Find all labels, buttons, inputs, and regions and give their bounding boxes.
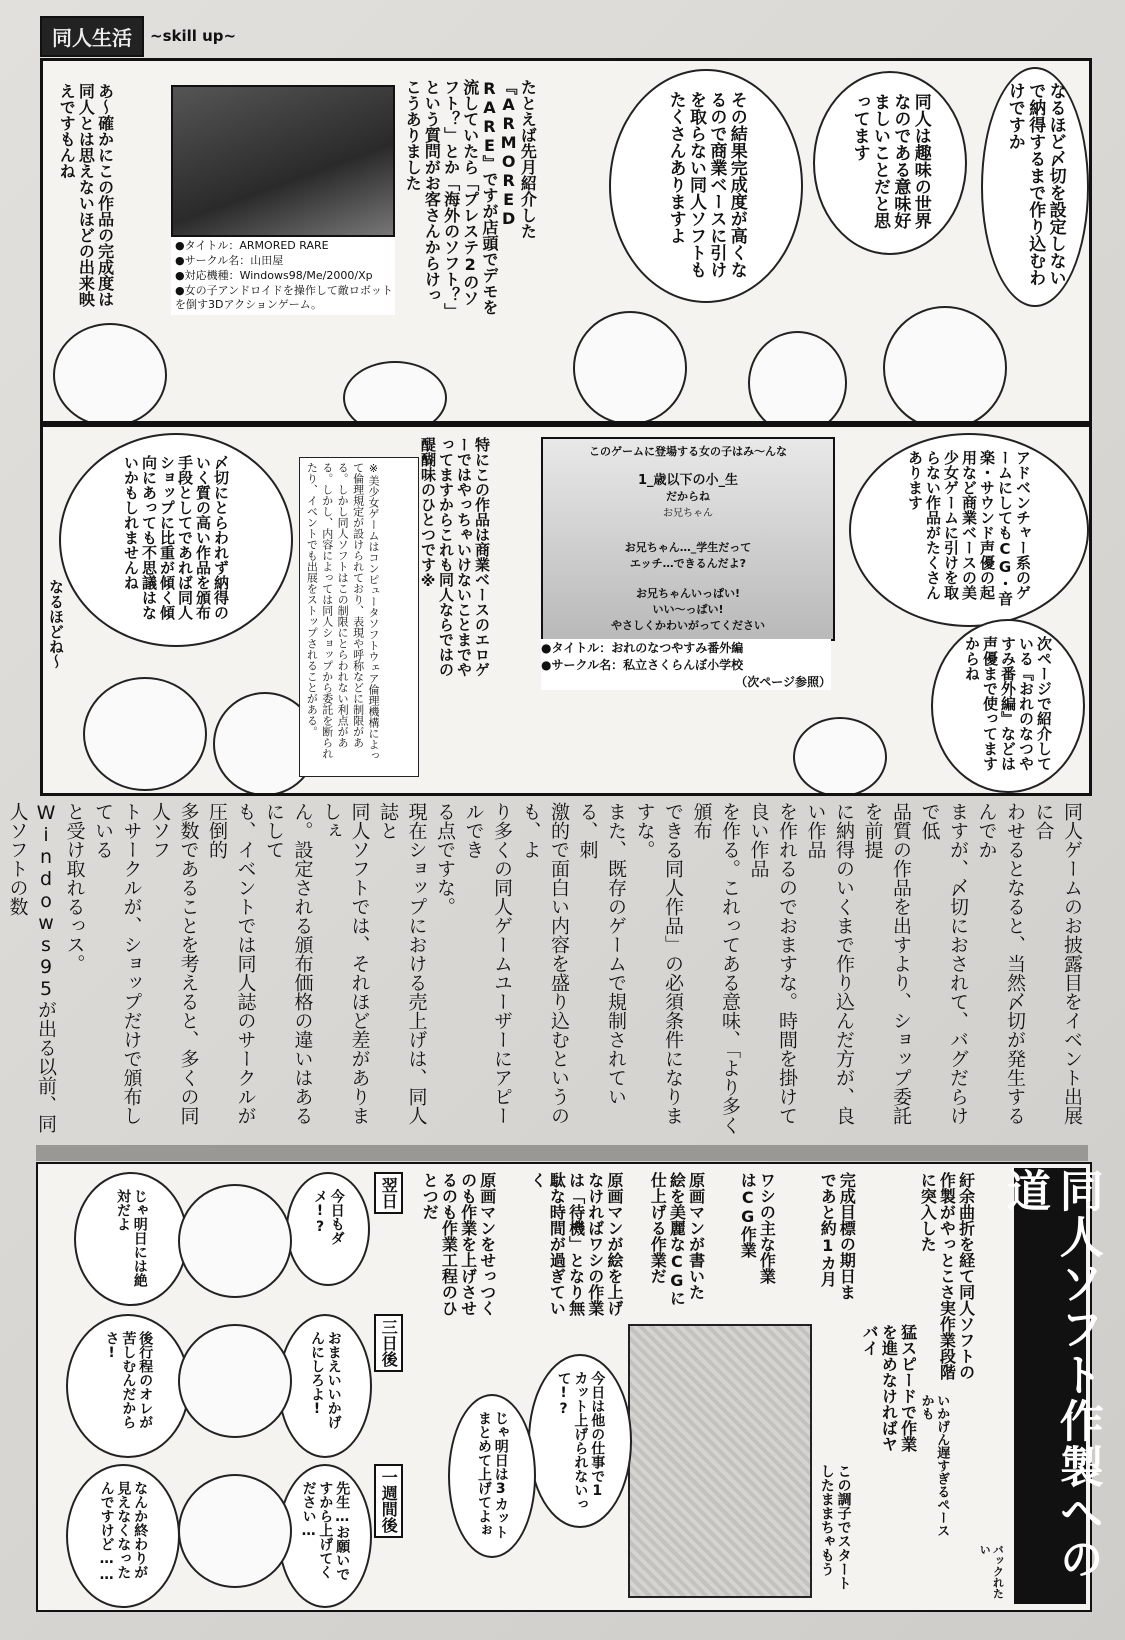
strip-text-6: 原画マンが絵を上げなければワシの作業は「待機」となり無駄な時間が過ぎていく [528,1172,624,1316]
strip-text-block-4 [738,1172,802,1292]
caption-line: を倒す3Dアクションゲーム。 [175,298,323,312]
caption-line: ●サークル名：私立さくらんぼ小学校 [541,658,744,672]
speech-text-3: その結果完成度が高くなるので商業ベースに引けを取らない同人ソフトもたくさんありますよ [665,91,747,278]
strip-title-box [999,1168,1103,1604]
article-line: 現在ショップにおける売上げは、同人誌と [377,802,428,1125]
strip-text-10: 今日もダメ!? [312,1189,345,1245]
game-text-line: お兄ちゃんいっぱい! [635,587,741,600]
article-line: と受け取れるっス。 [63,802,86,973]
game-text-line: このゲームに登場する女の子はみ〜んな [589,445,787,458]
game-screenshot-armored-rare [171,85,395,237]
caption-line: ●対応機種：Windows98/Me/2000/Xp [175,268,373,282]
strip-text-11: じゃ明日には絶対だよ [115,1189,148,1287]
article-line: トサークルが、ショップだけで頒布している [92,802,143,1125]
character-face-angry-1 [178,1184,292,1298]
strip-text-14: 先生…お願いですから上げてください… [300,1481,351,1581]
time-tag-three-days [374,1314,403,1372]
strip-bubble-12 [278,1314,372,1458]
speech-text-1: なるほど〆切を設定しないで納得するまで作り込むわけですか [1004,82,1066,286]
comic-panel-1 [40,58,1092,424]
speech-bubble-1 [981,67,1089,307]
time-tag-2: 三日後 [379,1319,399,1367]
strip-text-15: なんか終わりが見えなくなったんですけど…… [98,1481,149,1583]
article-line: 多数であることを考えると、多くの同人ソフ [149,802,200,1125]
article-line: Windows95が出る以前、同人ソフトの数 [6,802,57,1133]
strip-text-block-7 [420,1172,520,1322]
article-line: ん。設定される頒布価格の違いはあるにして [263,802,314,1125]
footnote-text: ※美少女ゲームはコンピュータソフトウェア倫理機構によって倫理規定が設けられており、表現や呼称などに制限がある。しかし同人ソフトはこの制限にとらわれない利点がある。しかし、内容によっては同人ショップから委託を断られたり、イベントでも出展をストップされることがある。 [305,462,380,761]
game-text-line: お兄ちゃん [663,508,713,519]
caption-line: （次ページ参照） [735,675,831,689]
game-text-line: エッチ…できるんだよ? [629,557,747,570]
article-line: に納得のいくまで作り込んだ方が、良い作品 [804,802,855,1125]
character-face-bearded-3 [83,677,207,791]
article-line: を作れるのでおますな。時間を掛けて良い作品 [747,802,798,1125]
character-face-bearded [53,323,167,424]
speech-bubble-7 [931,619,1085,793]
section-title: 同人生活 [40,16,144,57]
strip-sfx-block-4 [978,1544,1008,1604]
strip-text-8: 今日は他の仕事で1カット上げられないって!? [555,1371,606,1511]
article-line: ますが、〆切におされて、バグだらけで低 [918,802,969,1125]
game-text-line: お兄ちゃん…_学生だって [624,541,752,554]
article-body [6,802,1086,1140]
caption-line: ●女の子アンドロイドを操作して敵ロボット [175,283,393,297]
strip-text-5: 原画マンが書いた絵を美麗なCGに仕上げる作業だ [648,1172,706,1306]
article-line: 同人ソフトでは、それほど差がありましぇ [320,802,371,1125]
speech-text-8: 特にこの作品は商業ベースのエロゲーではやっちゃいけないことまでやってますからこれも同人ならではの醍醐味のひとつです※ [419,437,491,677]
speech-text-6: アドベンチャー系のゲームにしてもCG・音楽・サウンド声優の起用など商業ベースの美少女ゲームに引けを取らない作品がたくさんあります [906,450,1032,606]
strip-text-13: 後行程のオレが苦しむんだからさ! [103,1331,154,1429]
article-line: 品質の作品を出すより、ショップ委託を前提 [861,802,912,1125]
game-text-line: やさしくかわいがってください [611,619,765,632]
strip-text-4: ワシの主な作業はCG作業 [738,1172,777,1284]
strip-sfx-3: バックれたい [978,1544,1005,1599]
article-line: また、既存のゲームで規制されている、刺 [576,802,627,1106]
strip-sfx-block-1 [918,1394,978,1544]
speech-text-block-4 [403,79,583,319]
speech-text-9: 〆切にとらわれず納得のいく質の高い作品を頒布手段としてであれば同人ショップに比重が傾く傾向にあっても不思議はないかもしれませんね [122,455,230,620]
speech-bubble-9 [59,433,293,647]
speech-bubble-6 [849,433,1089,627]
strip-bubble-11 [74,1172,188,1306]
speech-text-10: なるほどね〜 [47,579,65,669]
article-line: 同人ゲームのお披露目をイベント出展に合 [1032,802,1083,1125]
game-text-line: 1_歳以下の小_生 [637,473,739,488]
strip-text-2: 完成目標の期日まであと約1カ月 [818,1172,857,1300]
strip-bubble-15 [66,1464,180,1608]
strip-title: 同人ソフト作製への道 [999,1168,1103,1582]
speech-text-block-10 [47,579,77,689]
speech-bubble-3 [609,69,803,303]
speech-bubble-2 [813,71,967,255]
strip-bubble-10 [286,1172,370,1286]
strip-text-block-2 [818,1172,908,1312]
strip-bubble-13 [66,1314,190,1458]
character-face-tired [178,1474,292,1588]
article-line: り多くの同人ゲームユーザーにアピールでき [462,802,513,1125]
section-divider [36,1145,1088,1161]
comic-strip [36,1162,1103,1612]
speech-text-block-5 [57,83,167,313]
strip-text-7: 原画マンをせっつくのも作業を上げさせるのも作業工程のひとつだ [420,1172,497,1316]
strip-text-block-5 [648,1172,732,1312]
character-face-angry-2 [178,1324,292,1438]
time-tag-one-week [374,1464,403,1538]
strip-bubble-8 [528,1354,632,1528]
game-caption-natsuyasumi [541,639,831,690]
speech-text-5: あ〜確かにこの作品の完成度は同人とは思えないほどの出来映えですもんね [57,83,115,307]
caption-line: ●タイトル：おれのなつやすみ番外編 [541,641,744,655]
character-face-bearded-2 [883,306,1007,424]
game-caption-armored-rare [171,237,395,315]
article-line: る点ですな。 [434,802,456,916]
character-face-glasses [343,361,447,424]
game-screenshot-natsuyasumi [541,437,835,641]
strip-text-block-6 [528,1172,638,1322]
strip-text-1: 紆余曲折を経て同人ソフトの作製がやっとこさ実作業段階に突入した [918,1172,976,1380]
time-tag-1: 翌日 [379,1177,399,1209]
maid-illustration [628,1324,812,1598]
strip-bubble-9 [448,1394,536,1558]
speech-text-7: 次ページで紹介している『おれのなつやすみ番外編』などは声優まで使ってますからね [963,636,1053,771]
speech-text-2: 同人は趣味の世界なのである意味好ましいことだと思ってます [849,93,931,229]
strip-sfx-block-3 [818,1464,906,1604]
character-face-5 [793,717,887,796]
character-face-glasses-2 [573,311,687,424]
page-header [40,18,236,54]
article-line: わせるとなると、当然〆切が発生するんでか [975,802,1026,1125]
footnote-box [299,457,419,777]
speech-text-block-8 [419,437,531,687]
article-line: を作る。これってある意味、「より多く頒布 [690,802,741,1135]
strip-text-3: 猛スピードで作業を進めなければヤバイ [860,1324,918,1452]
strip-sfx-1: いかげん遅すぎるペースかも [918,1394,950,1537]
time-tag-next-day [374,1172,403,1214]
strip-text-block-3 [860,1324,924,1454]
speech-text-4: たとえば先月紹介した『ARMORED RARE』ですが店頭でデモを流していたら「プレステ2のソフト？」とか「海外のソフト？」という質問がお客さんからけっこうありました [403,79,538,315]
character-face-smile [748,331,847,424]
comic-panel-2 [40,424,1092,796]
section-subtitle: ~skill up~ [150,27,237,45]
strip-sfx-2: この調子でスタートしたままちゃもう [818,1464,852,1590]
article-line: も、イベントでは同人誌のサークルが圧倒的 [206,802,257,1125]
game-text-line: だからね [666,490,710,503]
time-tag-3: 一週間後 [379,1469,399,1533]
strip-text-block-1 [918,1172,1010,1382]
strip-text-12: おまえいいかげんにしろよ! [309,1331,342,1429]
game-text-line: いい〜っぱい! [652,603,724,616]
strip-bubble-14 [278,1464,372,1608]
article-line: 激的で面白い内容を盛り込むというのも、よ [519,802,570,1125]
strip-text-9: じゃ明日は3カットまとめて上げてよぉ [476,1411,509,1539]
caption-line: ●タイトル：ARMORED RARE [175,239,329,252]
caption-line: ●サークル名：山田屋 [175,253,284,267]
article-line: できる同人作品」の必須条件になりますな。 [633,802,684,1125]
